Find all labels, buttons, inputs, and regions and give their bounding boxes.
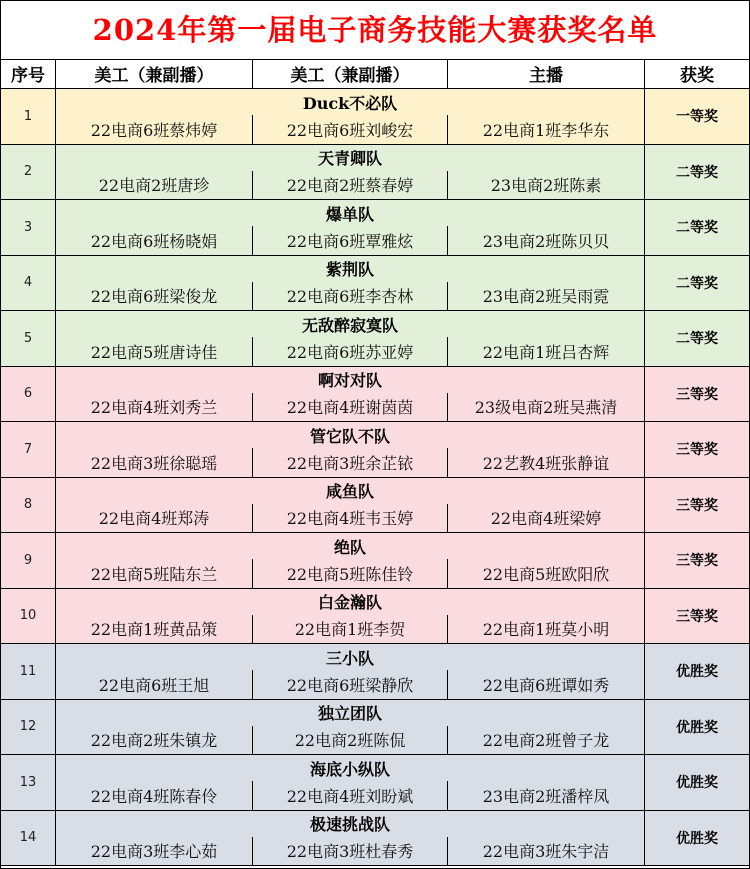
member-name: 22电商5班陈佳铃 bbox=[253, 559, 448, 589]
member-name: 22电商6班谭如秀 bbox=[448, 670, 645, 700]
header-host: 主播 bbox=[448, 59, 645, 89]
member-name: 22电商2班蔡春婷 bbox=[253, 171, 448, 201]
row-index: 5 bbox=[1, 311, 56, 367]
member-name: 23电商2班吴雨霓 bbox=[448, 282, 645, 312]
member-name: 22电商2班曾子龙 bbox=[448, 726, 645, 756]
row-index: 8 bbox=[1, 478, 56, 534]
team-name: 三小队 bbox=[56, 644, 645, 670]
row-index: 6 bbox=[1, 367, 56, 423]
member-name: 22电商6班梁静欣 bbox=[253, 670, 448, 700]
award-level: 三等奖 bbox=[645, 422, 749, 478]
row-index: 9 bbox=[1, 533, 56, 589]
member-name: 22电商1班吕杏辉 bbox=[448, 337, 645, 367]
member-name: 22电商6班蔡炜婷 bbox=[56, 115, 253, 145]
member-name: 22电商3班徐聪瑶 bbox=[56, 448, 253, 478]
award-level: 三等奖 bbox=[645, 367, 749, 423]
award-level: 优胜奖 bbox=[645, 811, 749, 867]
member-name: 22电商5班陆东兰 bbox=[56, 559, 253, 589]
team-name: 海底小纵队 bbox=[56, 755, 645, 781]
award-level: 三等奖 bbox=[645, 478, 749, 534]
member-name: 22电商4班刘秀兰 bbox=[56, 393, 253, 423]
member-name: 22艺教4班张静谊 bbox=[448, 448, 645, 478]
row-index: 7 bbox=[1, 422, 56, 478]
member-name: 22电商5班唐诗佳 bbox=[56, 337, 253, 367]
header-designer-2: 美工（兼副播） bbox=[253, 59, 448, 89]
member-name: 22电商6班覃雅炫 bbox=[253, 226, 448, 256]
member-name: 22电商6班梁俊龙 bbox=[56, 282, 253, 312]
member-name: 22电商4班谢茵茵 bbox=[253, 393, 448, 423]
member-name: 22电商4班陈春伶 bbox=[56, 781, 253, 811]
member-name: 22电商2班陈侃 bbox=[253, 726, 448, 756]
row-index: 1 bbox=[1, 89, 56, 145]
award-level: 一等奖 bbox=[645, 89, 749, 145]
member-name: 22电商6班苏亚婷 bbox=[253, 337, 448, 367]
header-index: 序号 bbox=[1, 59, 56, 89]
team-name: 天青卿队 bbox=[56, 145, 645, 171]
member-name: 22电商4班郑涛 bbox=[56, 504, 253, 534]
row-index: 11 bbox=[1, 644, 56, 700]
row-index: 2 bbox=[1, 145, 56, 201]
member-name: 22电商3班余芷铱 bbox=[253, 448, 448, 478]
sheet-title: 2024年第一届电子商务技能大赛获奖名单 bbox=[1, 1, 749, 60]
member-name: 22电商6班王旭 bbox=[56, 670, 253, 700]
member-name: 22电商6班杨晓娟 bbox=[56, 226, 253, 256]
award-level: 二等奖 bbox=[645, 145, 749, 201]
row-index: 12 bbox=[1, 700, 56, 756]
award-level: 二等奖 bbox=[645, 311, 749, 367]
row-index: 13 bbox=[1, 755, 56, 811]
member-name: 22电商3班朱宇洁 bbox=[448, 837, 645, 867]
award-level: 优胜奖 bbox=[645, 644, 749, 700]
member-name: 22电商3班李心茹 bbox=[56, 837, 253, 867]
member-name: 22电商4班梁婷 bbox=[448, 504, 645, 534]
member-name: 22电商1班莫小明 bbox=[448, 615, 645, 645]
member-name: 22电商5班欧阳欣 bbox=[448, 559, 645, 589]
team-name: Duck不必队 bbox=[56, 89, 645, 115]
row-index: 4 bbox=[1, 256, 56, 312]
member-name: 23电商2班陈贝贝 bbox=[448, 226, 645, 256]
team-name: 绝队 bbox=[56, 533, 645, 559]
header-designer-1: 美工（兼副播） bbox=[56, 59, 253, 89]
team-name: 白金瀚队 bbox=[56, 589, 645, 615]
member-name: 22电商4班刘盼斌 bbox=[253, 781, 448, 811]
team-name: 紫荆队 bbox=[56, 256, 645, 282]
member-name: 22电商3班杜春秀 bbox=[253, 837, 448, 867]
member-name: 22电商4班韦玉婷 bbox=[253, 504, 448, 534]
member-name: 23电商2班陈素 bbox=[448, 171, 645, 201]
award-level: 三等奖 bbox=[645, 589, 749, 645]
team-name: 管它队不队 bbox=[56, 422, 645, 448]
member-name: 23级电商2班吴燕清 bbox=[448, 393, 645, 423]
header-award: 获奖 bbox=[645, 59, 749, 89]
award-level: 优胜奖 bbox=[645, 700, 749, 756]
member-name: 22电商1班黄品策 bbox=[56, 615, 253, 645]
award-level: 二等奖 bbox=[645, 256, 749, 312]
row-index: 10 bbox=[1, 589, 56, 645]
member-name: 22电商2班唐珍 bbox=[56, 171, 253, 201]
award-level: 二等奖 bbox=[645, 200, 749, 256]
team-name: 极速挑战队 bbox=[56, 811, 645, 837]
team-name: 咸鱼队 bbox=[56, 478, 645, 504]
team-name: 爆单队 bbox=[56, 200, 645, 226]
award-level: 三等奖 bbox=[645, 533, 749, 589]
member-name: 22电商6班李杏林 bbox=[253, 282, 448, 312]
member-name: 22电商2班朱镇龙 bbox=[56, 726, 253, 756]
member-name: 22电商1班李华东 bbox=[448, 115, 645, 145]
award-level: 优胜奖 bbox=[645, 755, 749, 811]
member-name: 22电商1班李贺 bbox=[253, 615, 448, 645]
row-index: 14 bbox=[1, 811, 56, 867]
row-index: 3 bbox=[1, 200, 56, 256]
member-name: 22电商6班刘峻宏 bbox=[253, 115, 448, 145]
team-name: 啊对对队 bbox=[56, 367, 645, 393]
team-name: 无敌醉寂寞队 bbox=[56, 311, 645, 337]
team-name: 独立团队 bbox=[56, 700, 645, 726]
member-name: 23电商2班潘梓凤 bbox=[448, 781, 645, 811]
